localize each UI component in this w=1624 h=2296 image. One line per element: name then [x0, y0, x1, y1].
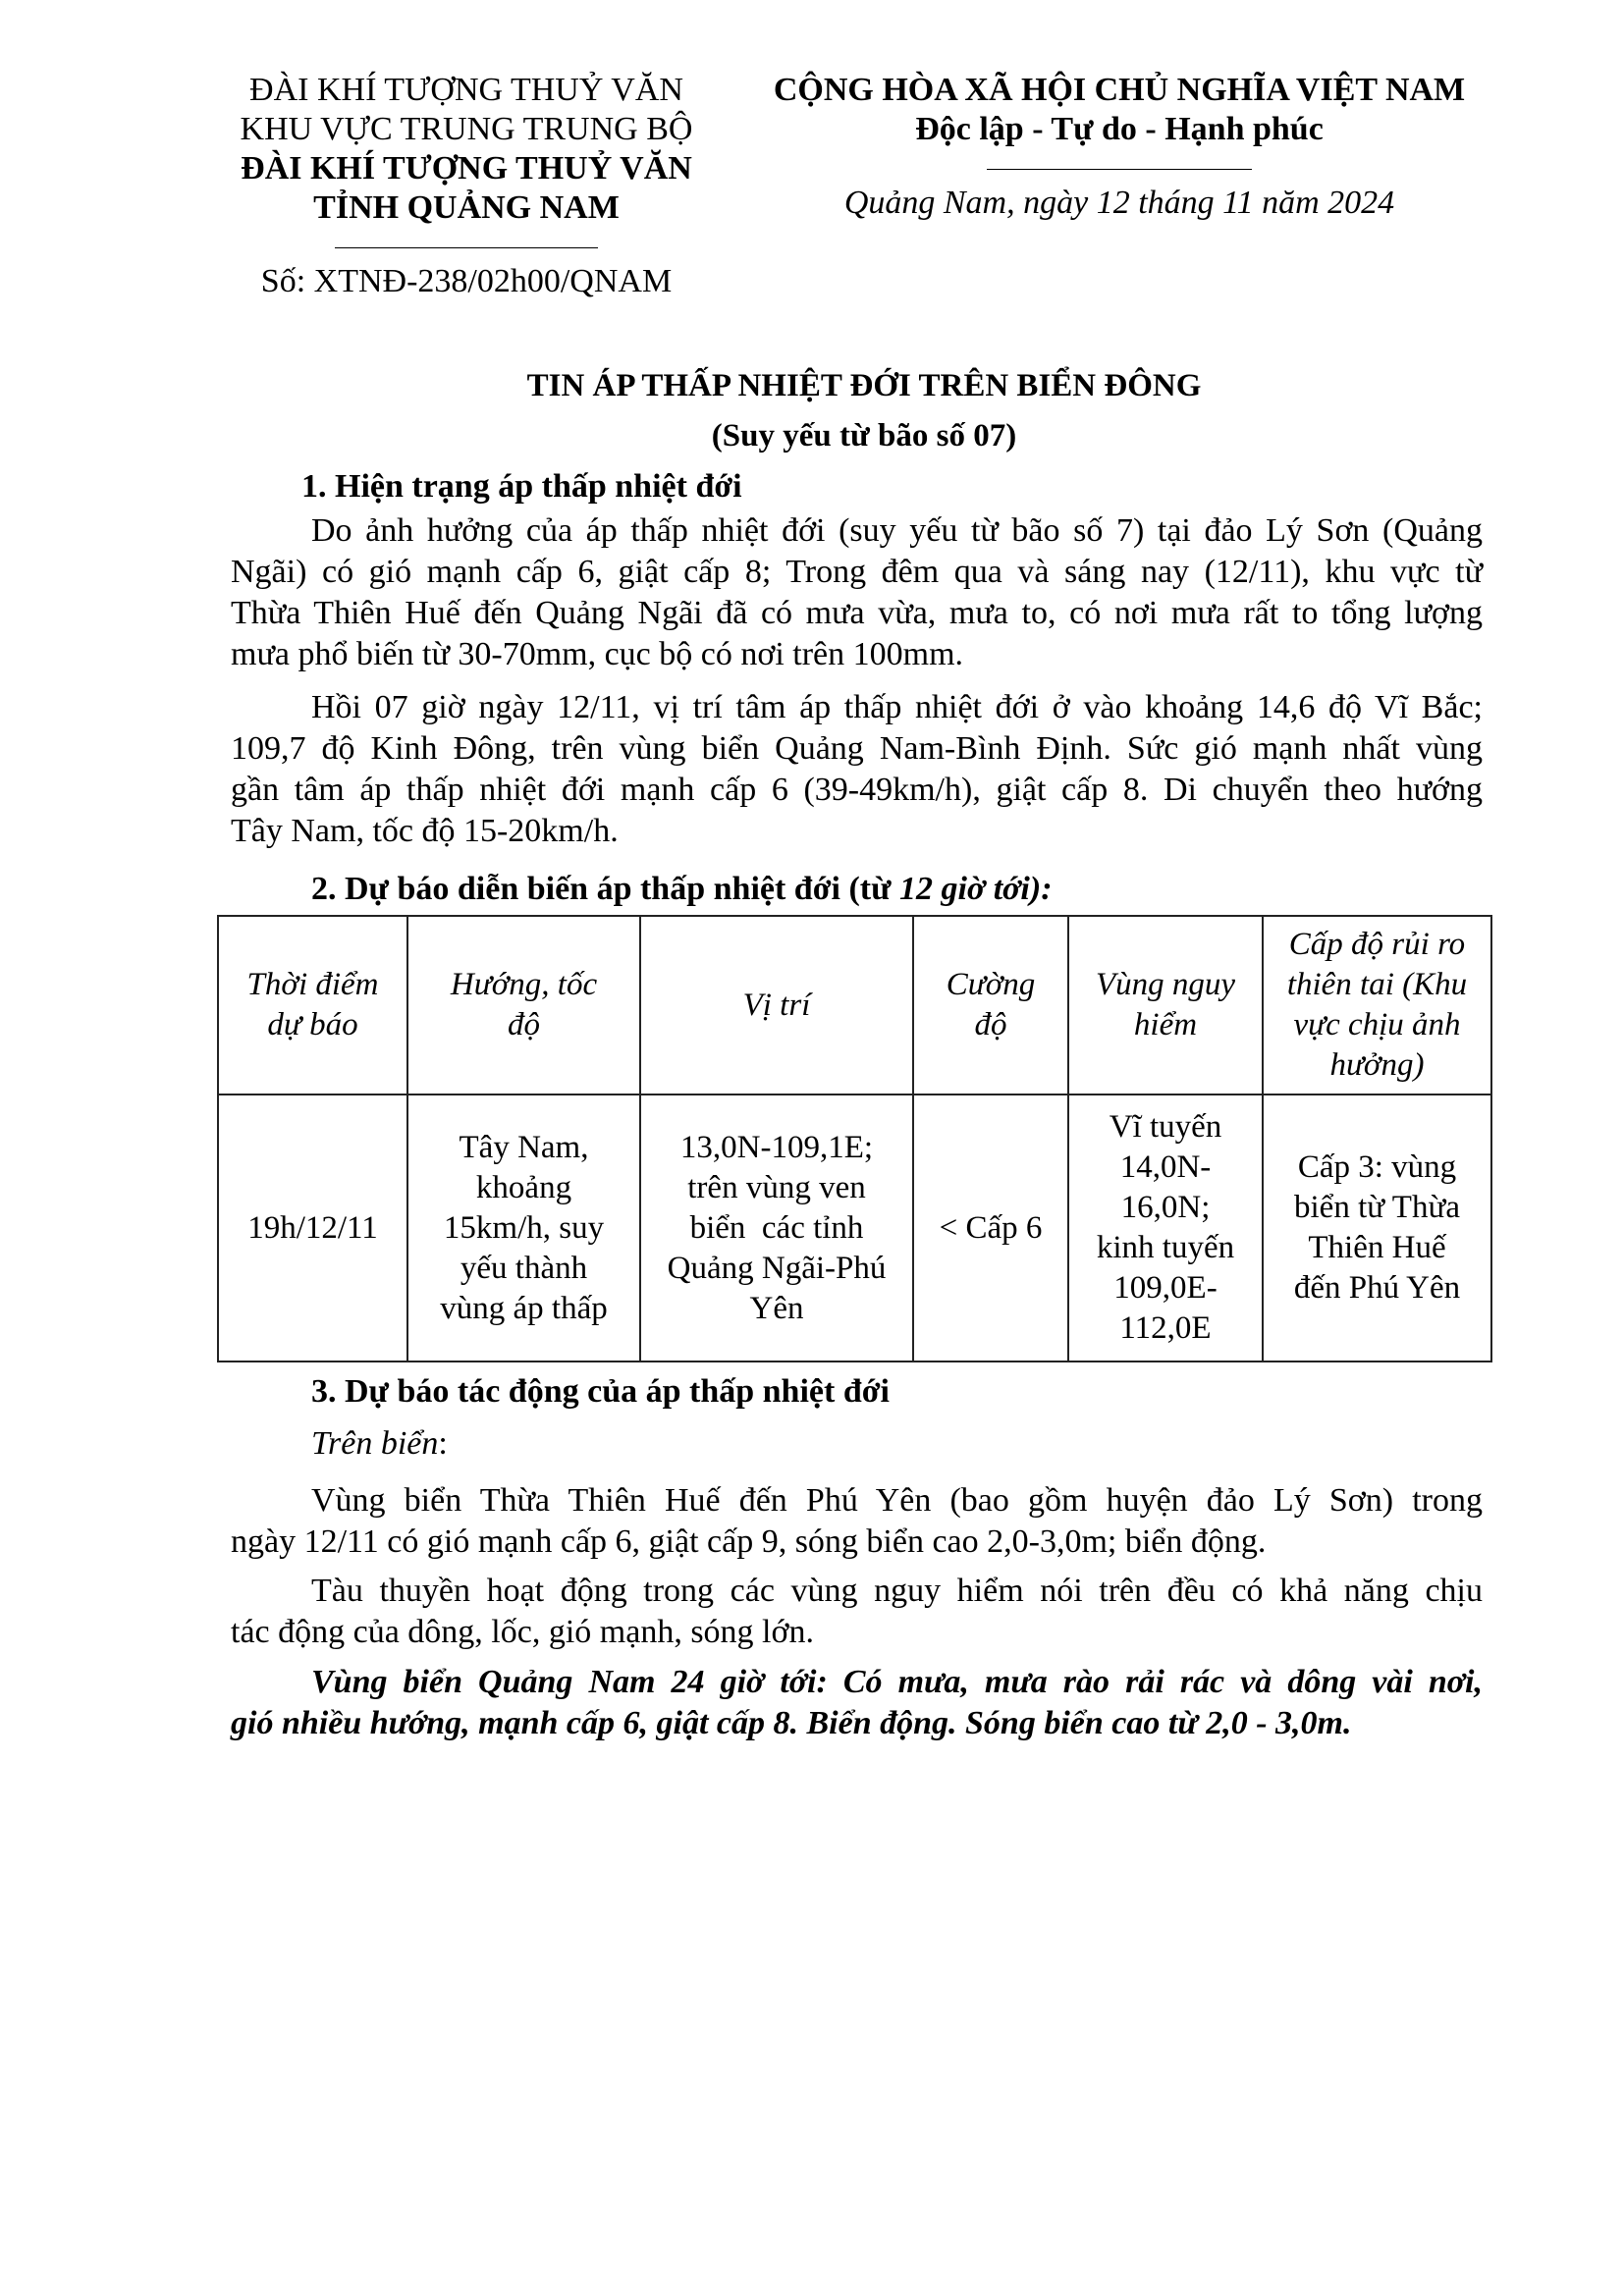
agency-header [201, 71, 731, 301]
cell-position [640, 1095, 913, 1362]
header-position [640, 916, 913, 1095]
agency-line-3: ĐÀI KHÍ TƯỢNG THUỶ VĂN [241, 150, 692, 187]
cell-text: đến Phú Yên [1293, 1270, 1461, 1306]
cell-text: biển từ Thừa [1294, 1190, 1460, 1225]
text-line: 109,7 độ Kinh Đông, trên vùng biển Quảng Nam-Bình Định. Sức gió mạnh nhất vùng [231, 730, 1483, 767]
text-line: Ngãi) có gió mạnh cấp 6, giật cấp 8; Trong đêm qua và sáng nay (12/11), khu vực từ [231, 554, 1483, 590]
header-text: vực chịu ảnh [1293, 1007, 1461, 1042]
cell-risk-level [1263, 1095, 1491, 1362]
cell-text: 16,0N; [1120, 1190, 1211, 1225]
header-text: độ [508, 1007, 540, 1042]
header-text: Thời điểm [246, 967, 379, 1002]
section-2-heading-text: 2. Dự báo diễn biến áp thấp nhiệt đới (từ [311, 871, 900, 907]
cell-text: < Cấp 6 [939, 1209, 1043, 1246]
section-3-paragraph-2 [231, 1571, 1483, 1653]
header-text: hiểm [1133, 1007, 1198, 1042]
motto-divider [987, 169, 1252, 170]
cell-danger-zone [1068, 1095, 1263, 1362]
national-motto: Độc lập - Tự do - Hạnh phúc [915, 111, 1324, 147]
section-3-heading: 3. Dự báo tác động của áp thấp nhiệt đới [311, 1373, 891, 1410]
cell-text: 112,0E [1119, 1310, 1212, 1346]
cell-text: 14,0N- [1119, 1149, 1212, 1185]
agency-line-1: ĐÀI KHÍ TƯỢNG THUỶ VĂN [249, 72, 683, 108]
cell-text: Thiên Huế [1308, 1230, 1446, 1265]
cell-text: trên vùng ven [687, 1169, 866, 1205]
document-number: Số: XTNĐ-238/02h00/QNAM [260, 263, 673, 299]
cell-text: Yên [749, 1290, 804, 1326]
section-1-paragraph-2 [231, 687, 1483, 852]
text-line: mưa phổ biến từ 30-70mm, cục bộ có nơi trên 100mm. [231, 636, 964, 672]
quang-nam-sea-forecast [231, 1662, 1483, 1744]
header-text: độ [974, 1007, 1007, 1042]
header-text: Vị trí [742, 987, 811, 1023]
forecast-table [217, 915, 1492, 1362]
section-1-heading: 1. Hiện trạng áp thấp nhiệt đới [301, 468, 742, 505]
text-line: tác động của dông, lốc, gió mạnh, sóng lớn. [231, 1614, 814, 1650]
section-2-heading-suffix: ): [1029, 871, 1053, 907]
issue-date: Quảng Nam, ngày 12 tháng 11 năm 2024 [843, 185, 1395, 221]
text-line: Do ảnh hưởng của áp thấp nhiệt đới (suy yếu từ bão số 7) tại đảo Lý Sơn (Quảng [311, 512, 1483, 549]
cell-intensity [913, 1095, 1068, 1362]
header-text: dự báo [267, 1007, 358, 1042]
cell-text: 109,0E- [1113, 1270, 1218, 1306]
cell-text: khoảng [475, 1169, 572, 1205]
header-direction-speed [407, 916, 640, 1095]
section-1-paragraph-1 [231, 510, 1483, 675]
cell-direction-speed [407, 1095, 640, 1362]
national-header [731, 71, 1507, 223]
cell-text: Vĩ tuyến [1109, 1109, 1222, 1145]
text-line: Tàu thuyền hoạt động trong các vùng nguy hiểm nói trên đều có khả năng chịu [311, 1573, 1483, 1609]
header-intensity [913, 916, 1068, 1095]
sea-subheading-text: Trên biển [311, 1425, 439, 1462]
document-subtitle: (Suy yếu từ bão số 07) [711, 418, 1017, 454]
text-line: Tây Nam, tốc độ 15-20km/h. [231, 813, 619, 849]
header-text: Hướng, tốc [450, 967, 598, 1002]
text-line: Vùng biển Thừa Thiên Huế đến Phú Yên (bao gồm huyện đảo Lý Sơn) trong [311, 1482, 1483, 1519]
text-line: gió nhiều hướng, mạnh cấp 6, giật cấp 8. Biển động. Sóng biển cao từ 2,0 - 3,0m. [231, 1705, 1352, 1741]
header-text: Cấp độ rủi ro [1288, 927, 1466, 962]
cell-forecast-time [218, 1095, 407, 1362]
header-text: thiên tai (Khu [1286, 967, 1468, 1002]
cell-text: 13,0N-109,1E; [679, 1129, 874, 1165]
header-text: Cường [946, 967, 1036, 1002]
text-line: ngày 12/11 có gió mạnh cấp 6, giật cấp 9, sóng biển cao 2,0-3,0m; biển động. [231, 1523, 1267, 1560]
table-header-row [218, 916, 1491, 1095]
section-2-heading-italic: 12 giờ tới [899, 871, 1030, 907]
text-line: Vùng biển Quảng Nam 24 giờ tới: Có mưa, mưa rào rải rác và dông vài nơi, [311, 1664, 1483, 1700]
sea-subheading-colon: : [438, 1425, 448, 1462]
cell-text: yếu thành [460, 1250, 588, 1286]
cell-text: biển các tỉnh [689, 1209, 864, 1246]
cell-text: Cấp 3: vùng [1297, 1149, 1457, 1185]
agency-line-4: TỈNH QUẢNG NAM [313, 189, 620, 226]
cell-text: vùng áp thấp [440, 1290, 608, 1326]
cell-text: Tây Nam, [459, 1129, 589, 1165]
header-forecast-time [218, 916, 407, 1095]
text-line: Hồi 07 giờ ngày 12/11, vị trí tâm áp thấp nhiệt đới ở vào khoảng 14,6 độ Vĩ Bắc; [311, 689, 1483, 725]
section-2-heading [311, 870, 1053, 909]
cell-text: Quảng Ngãi-Phú [667, 1250, 887, 1286]
document-title: TIN ÁP THẤP NHIỆT ĐỚI TRÊN BIỂN ĐÔNG [526, 368, 1202, 403]
agency-divider [335, 247, 598, 248]
agency-line-2: KHU VỰC TRUNG TRUNG BỘ [240, 111, 693, 147]
country-name: CỘNG HÒA XÃ HỘI CHỦ NGHĨA VIỆT NAM [773, 72, 1466, 108]
text-line: gần tâm áp thấp nhiệt đới mạnh cấp 6 (39-49km/h), giật cấp 8. Di chuyển theo hướng [231, 772, 1483, 808]
section-3-paragraph-1 [231, 1480, 1483, 1563]
sea-subheading [311, 1424, 448, 1464]
cell-text: 19h/12/11 [247, 1209, 378, 1246]
header-danger-zone [1068, 916, 1263, 1095]
text-line: Thừa Thiên Huế đến Quảng Ngãi đã có mưa vừa, mưa to, có nơi mưa rất to tổng lượng [231, 595, 1483, 631]
header-risk-level [1263, 916, 1491, 1095]
cell-text: kinh tuyến [1096, 1230, 1235, 1265]
header-text: Vùng nguy [1095, 967, 1236, 1002]
table-row [218, 1095, 1491, 1362]
header-text: hưởng) [1329, 1047, 1425, 1083]
cell-text: 15km/h, suy [443, 1209, 605, 1246]
